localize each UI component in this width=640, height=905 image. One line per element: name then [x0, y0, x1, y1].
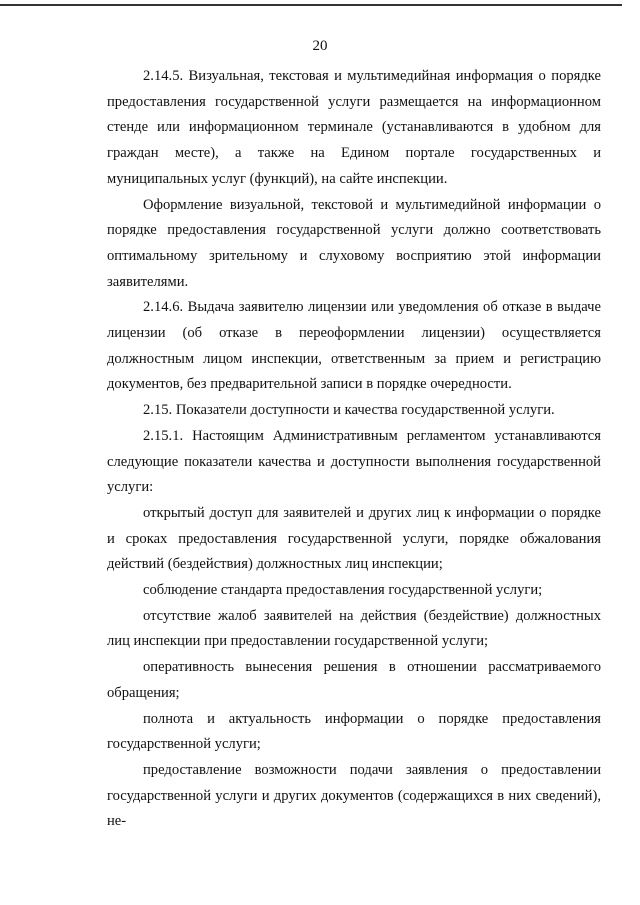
- list-item-standard: соблюдение стандарта предоставления государственной услуги;: [143, 582, 543, 599]
- paragraph-2-14-5: 2.14.5. Визуальная, текстовая и мультимедийная информация о порядке предоставления государственной услуги размещается на информационном стенде или информационном терминале (устанавливаются в удобном для граждан месте), а также на Едином портале государственных и муниципальных услуг (функций), на сайте инспекции.: [107, 68, 601, 187]
- page-number: 20: [312, 38, 328, 54]
- paragraph-formatting: Оформление визуальной, текстовой и мультимедийной информации о порядке предоставления государственной услуги должно соответствовать оптимальному зрительному и слуховому восприятию этой информации заявителями.: [107, 196, 601, 290]
- document-body: [107, 64, 601, 835]
- list-item-completeness: полнота и актуальность информации о порядке предоставления государственной услуги;: [107, 710, 601, 753]
- list-item-submission: предоставление возможности подачи заявления о предоставлении государственной услуги и других документов (содержащихся в них сведений), не-: [107, 761, 601, 830]
- top-rule: [0, 4, 622, 6]
- paragraph-2-15: 2.15. Показатели доступности и качества государственной услуги.: [143, 402, 555, 419]
- list-item-open-access: открытый доступ для заявителей и других лиц к информации о порядке и сроках предоставления государственной услуги, порядке обжалования действий (бездействия) должностных лиц инспекции;: [107, 504, 601, 573]
- paragraph-2-15-1: 2.15.1. Настоящим Административным регламентом устанавливаются следующие показатели качества и доступности выполнения государственной услуги:: [107, 427, 601, 496]
- list-item-promptness: оперативность вынесения решения в отношении рассматриваемого обращения;: [107, 659, 601, 701]
- list-item-no-complaints: отсутствие жалоб заявителей на действия (бездействие) должностных лиц инспекции при предоставлении государственной услуги;: [107, 607, 601, 650]
- paragraph-2-14-6: 2.14.6. Выдача заявителю лицензии или уведомления об отказе в выдаче лицензии (об отказе в переоформлении лицензии) осуществляется должностным лицом инспекции, ответственным за прием и регистрацию документов, без предварительной записи в порядке очередности.: [107, 299, 601, 393]
